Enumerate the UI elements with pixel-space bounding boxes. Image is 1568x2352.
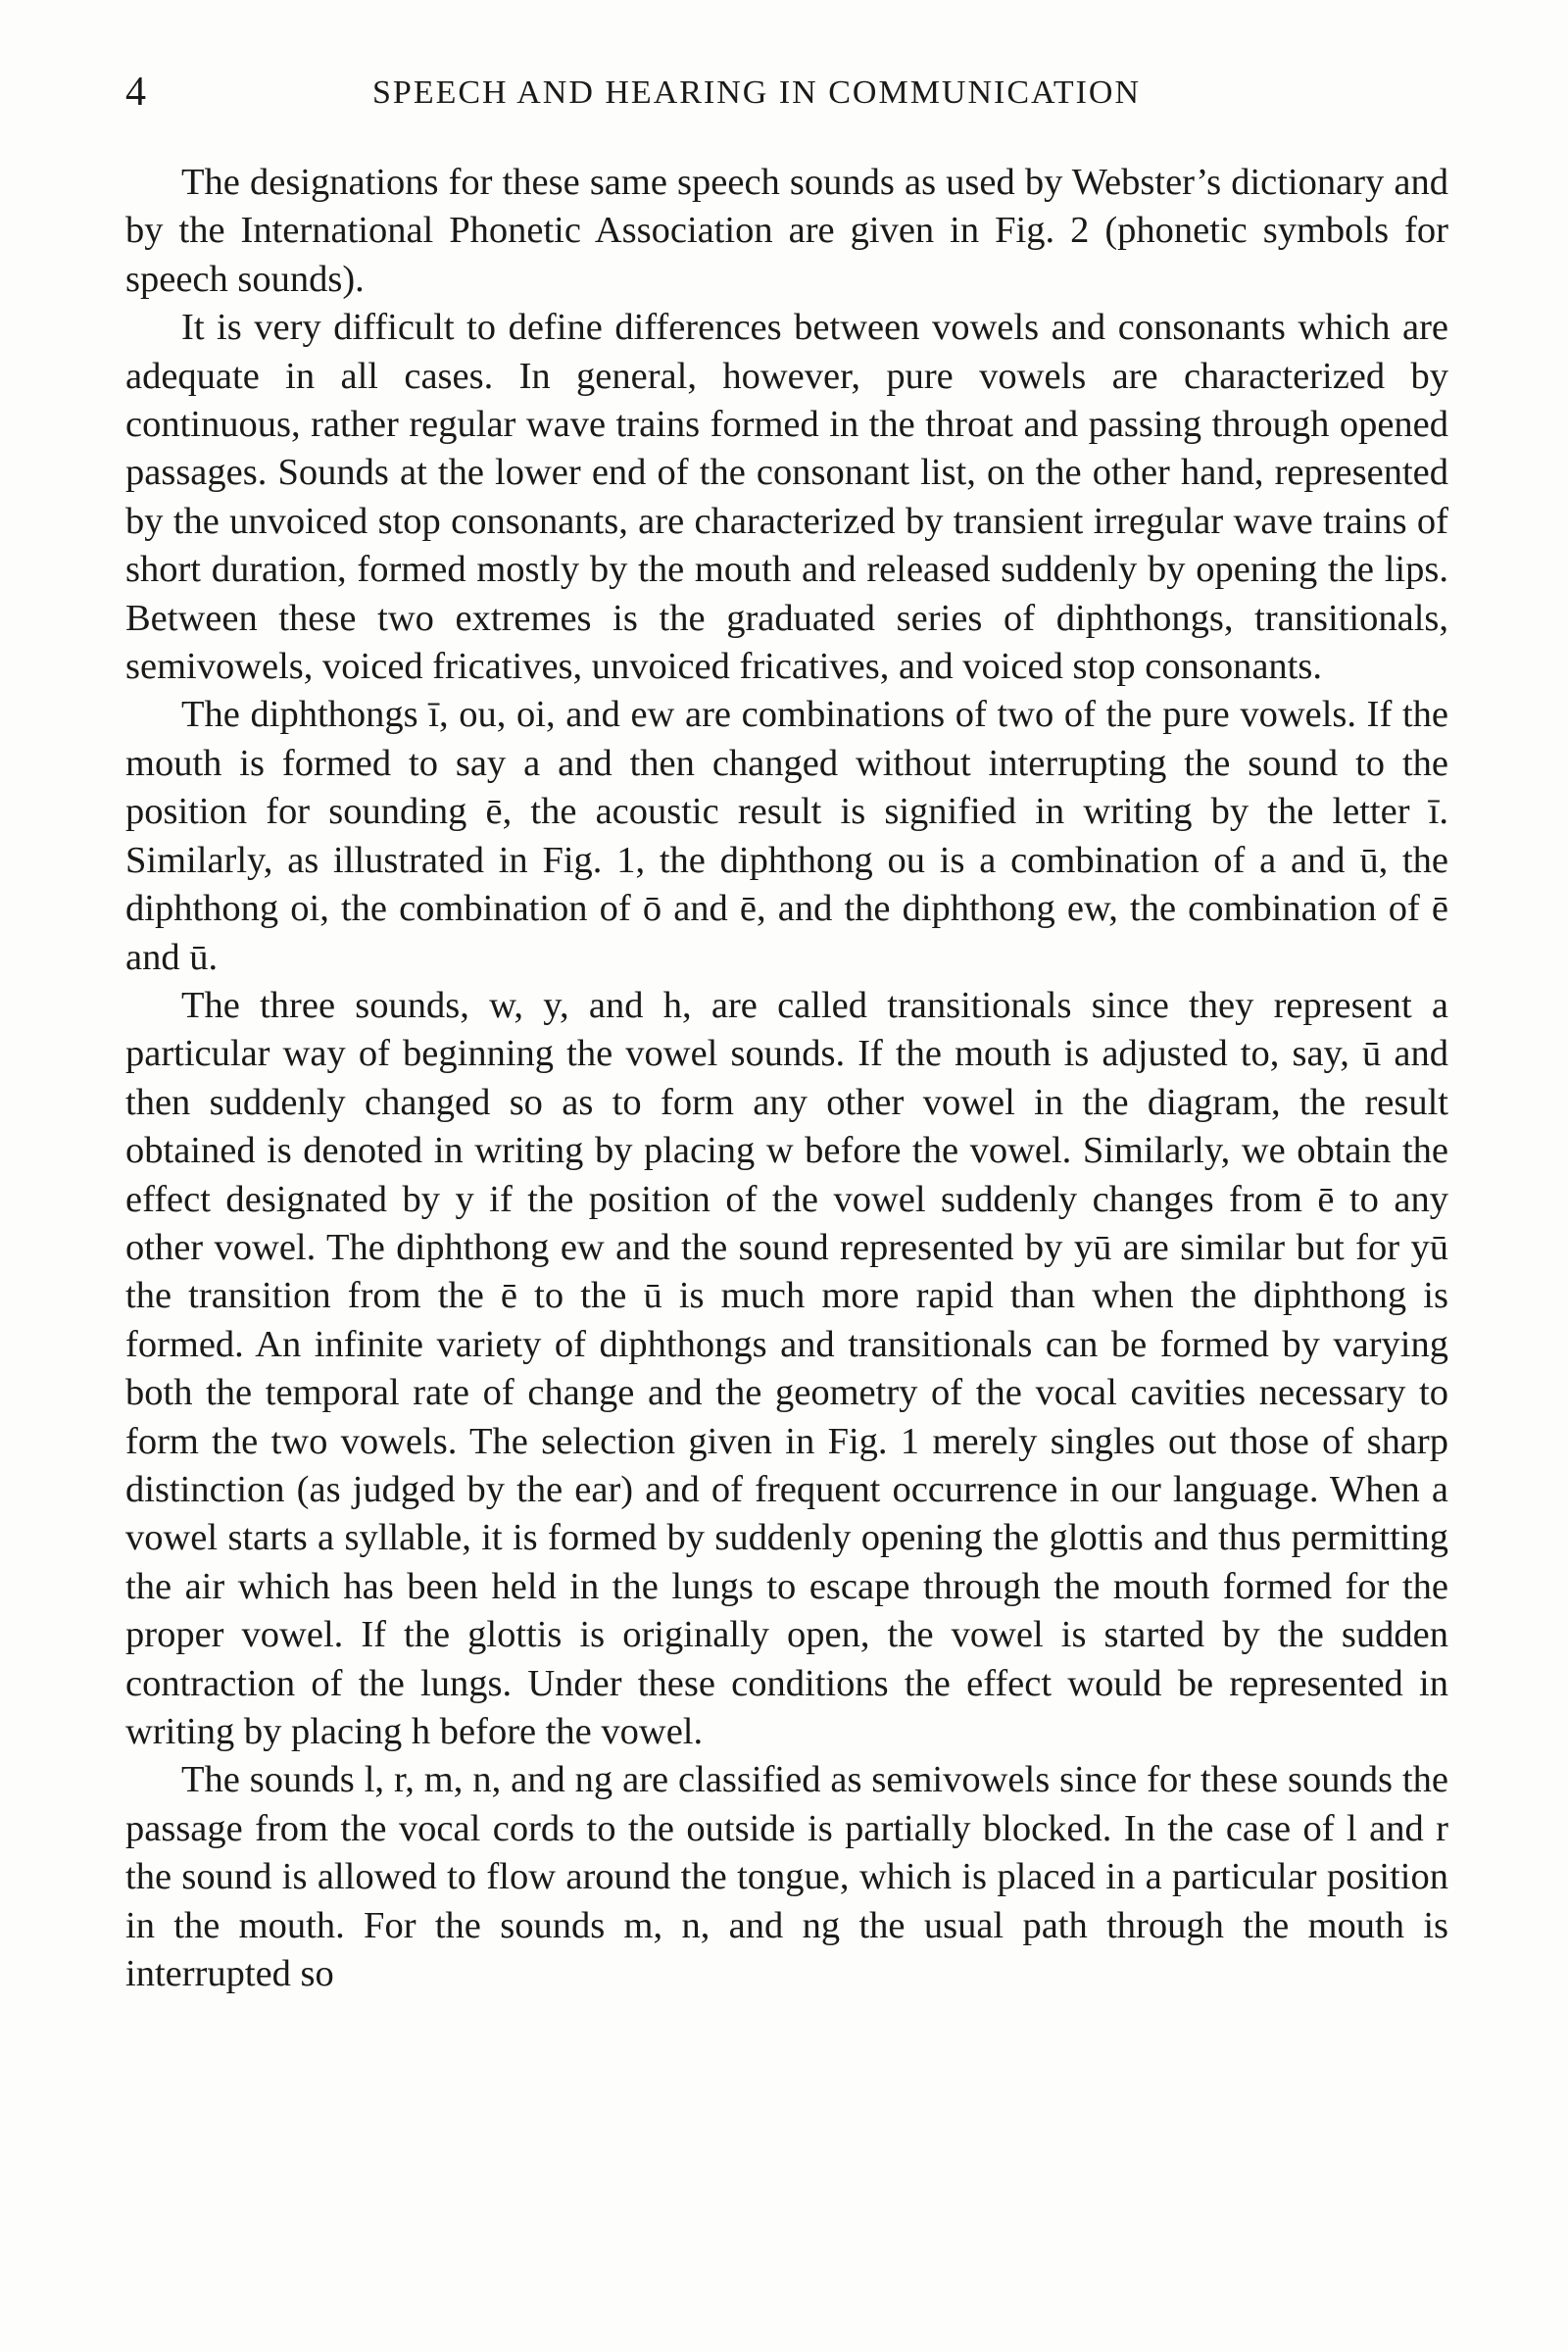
- running-title: SPEECH AND HEARING IN COMMUNICATION: [372, 74, 1142, 111]
- body-text: [125, 159, 1448, 1998]
- running-head: [125, 69, 1448, 127]
- page-number: 4: [125, 70, 146, 115]
- paragraph-vowels-consonants: It is very difficult to define differences between vowels and consonants which are adequate in all cases. In general, however, pure vowels are characterized by continuous, rather regular wave trains formed in the throat and passing through opened passages. Sounds at the lower end of the consonant list, on the other hand, represented by the unvoiced stop consonants, are characterized by transient irregular wave trains of short duration, formed mostly by the mouth and released suddenly by opening the lips. Between these two extremes is the graduated series of diphthongs, transitionals, semivowels, voiced fricatives, unvoiced fricatives, and voiced stop consonants.: [125, 307, 1448, 688]
- paragraph-phonetic-designations: The designations for these same speech sounds as used by Webster’s dictionary and by the International Phonetic Association are given in Fig. 2 (phonetic symbols for speech sounds).: [125, 162, 1448, 300]
- paragraph-semivowels: The sounds l, r, m, n, and ng are classified as semivowels since for these sounds the passage from the vocal cords to the outside is partially blocked. In the case of l and r the sound is allowed to flow around the tongue, which is placed in a particular position in the mouth. For the sounds m, n, and ng the usual path through the mouth is interrupted so: [125, 1759, 1448, 1995]
- paragraph-transitionals: The three sounds, w, y, and h, are called transitionals since they represent a particular way of beginning the vowel sounds. If the mouth is adjusted to, say, ū and then suddenly changed so as to form any other vowel in the diagram, the result obtained is denoted in writing by placing w before the vowel. Similarly, we obtain the effect designated by y if the position of the vowel suddenly changes from ē to any other vowel. The diphthong ew and the sound represented by yū are similar but for yū the transition from the ē to the ū is much more rapid than when the diphthong is formed. An infinite variety of diphthongs and transitionals can be formed by varying both the temporal rate of change and the geometry of the vocal cavities necessary to form the two vowels. The selection given in Fig. 1 merely singles out those of sharp distinction (as judged by the ear) and of frequent occurrence in our language. When a vowel starts a syllable, it is formed by suddenly opening the glottis and thus permitting the air which has been held in the lungs to escape through the mouth formed for the proper vowel. If the glottis is originally open, the vowel is started by the sudden contraction of the lungs. Under these conditions the effect would be represented in writing by placing h before the vowel.: [125, 984, 1448, 1752]
- paragraph-diphthongs: The diphthongs ī, ou, oi, and ew are combinations of two of the pure vowels. If the mouth is formed to say a and then changed without interrupting the sound to the position for sounding ē, the acoustic result is signified in writing by the letter ī. Similarly, as illustrated in Fig. 1, the diphthong ou is a combination of a and ū, the diphthong oi, the combination of ō and ē, and the diphthong ew, the combination of ē and ū.: [125, 694, 1448, 978]
